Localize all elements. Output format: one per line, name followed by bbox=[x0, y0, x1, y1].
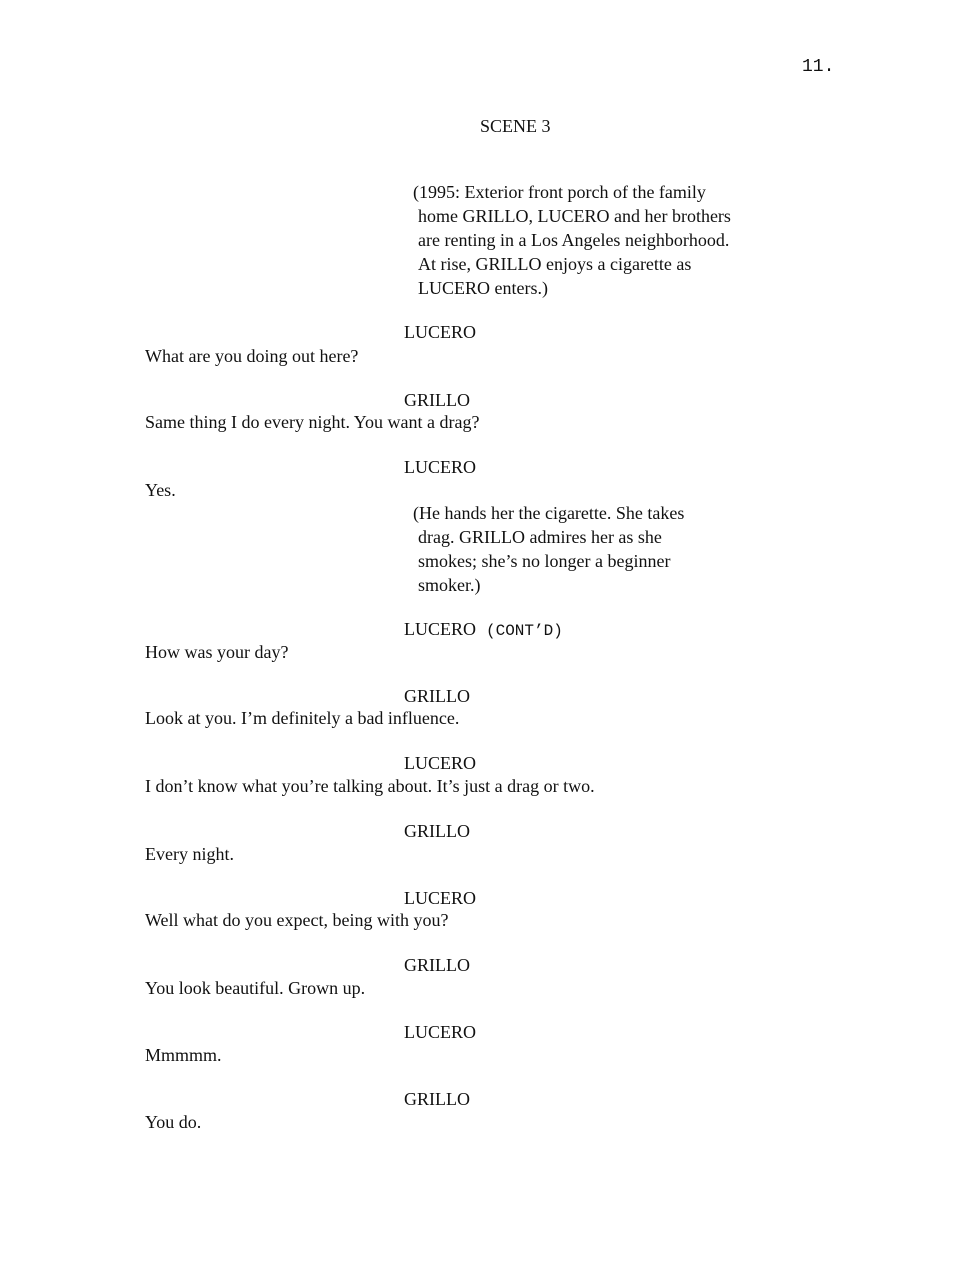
dialogue-line: You do. bbox=[145, 1112, 202, 1132]
character-name: GRILLO bbox=[404, 390, 470, 410]
stage-direction-first-line: (1995: Exterior front porch of the family bbox=[413, 182, 706, 202]
character-name: GRILLO bbox=[404, 821, 470, 841]
character-name: GRILLO bbox=[404, 955, 470, 975]
character-name: LUCERO bbox=[404, 888, 476, 908]
dialogue-line: Look at you. I’m definitely a bad influence. bbox=[145, 708, 460, 728]
page-number: 11. bbox=[802, 57, 835, 77]
dialogue-line: You look beautiful. Grown up. bbox=[145, 978, 366, 998]
dialogue-line: Same thing I do every night. You want a drag? bbox=[145, 412, 480, 432]
character-extension: (CONT’D) bbox=[486, 622, 563, 640]
character-name: LUCERO bbox=[404, 1022, 476, 1042]
character-name: LUCERO bbox=[404, 457, 476, 477]
dialogue-line: Mmmmm. bbox=[145, 1045, 222, 1065]
dialogue-line: Every night. bbox=[145, 844, 234, 864]
stage-direction bbox=[413, 180, 743, 300]
scene-heading: SCENE 3 bbox=[480, 116, 551, 136]
dialogue-line: What are you doing out here? bbox=[145, 346, 359, 366]
character-name: GRILLO bbox=[404, 686, 470, 706]
stage-direction bbox=[413, 501, 713, 597]
character-name: GRILLO bbox=[404, 1089, 470, 1109]
stage-direction-text: home GRILLO, LUCERO and her brothers are renting in a Los Angeles neighborhood. At rise, GRILLO enjoys a cigarette as LUCERO enters.) bbox=[418, 206, 731, 298]
dialogue-line: Well what do you expect, being with you? bbox=[145, 910, 449, 930]
stage-direction-first-line: (He hands her the cigarette. She takes bbox=[413, 503, 685, 523]
character-name: LUCERO bbox=[404, 619, 476, 639]
dialogue-line: Yes. bbox=[145, 480, 176, 500]
character-name: LUCERO bbox=[404, 753, 476, 773]
character-name-contd bbox=[404, 619, 563, 640]
dialogue-line: How was your day? bbox=[145, 642, 289, 662]
stage-direction-text: drag. GRILLO admires her as she smokes; she’s no longer a beginner smoker.) bbox=[418, 527, 671, 595]
dialogue-line: I don’t know what you’re talking about. It’s just a drag or two. bbox=[145, 776, 595, 796]
character-name: LUCERO bbox=[404, 322, 476, 342]
